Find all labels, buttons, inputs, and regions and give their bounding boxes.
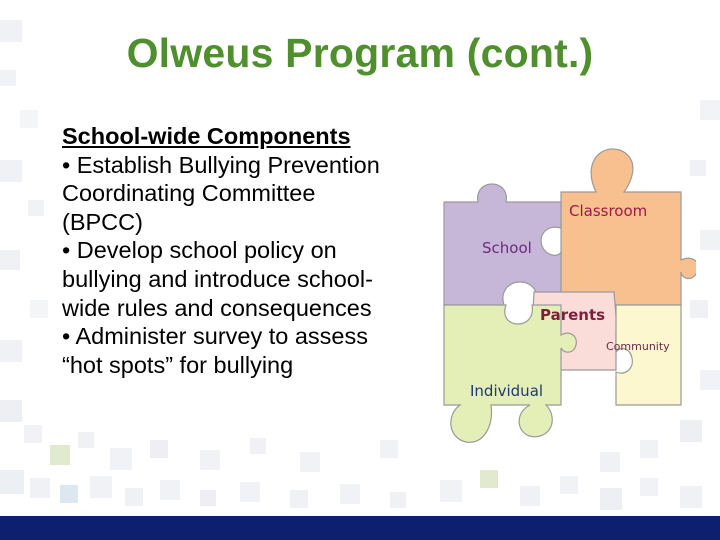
bullet-line: wide rules and consequences xyxy=(62,294,372,321)
bullet-line: Coordinating Committee xyxy=(62,180,316,207)
bullet-line: bullying and introduce school- xyxy=(62,265,373,292)
footer-bar xyxy=(0,516,720,540)
bullet-item xyxy=(62,151,432,237)
bullet-item xyxy=(62,322,432,379)
puzzle-label-classroom: Classroom xyxy=(569,202,648,220)
bullet-item xyxy=(62,236,432,322)
puzzle-label-school: School xyxy=(482,239,532,257)
bullet-line: (BPCC) xyxy=(62,208,143,235)
bullet-line: • Administer survey to assess xyxy=(62,323,369,350)
bullet-line: • Establish Bullying Prevention xyxy=(62,151,380,178)
section-heading: School-wide Components xyxy=(62,123,351,149)
slide-body xyxy=(62,122,432,379)
puzzle-label-individual: Individual xyxy=(470,382,544,400)
puzzle-label-community: Community xyxy=(606,340,670,353)
bullet-line: “hot spots” for bullying xyxy=(62,351,294,378)
bullet-line: • Develop school policy on xyxy=(62,237,337,264)
slide-title: Olweus Program (cont.) xyxy=(126,30,594,76)
puzzle-diagram xyxy=(436,140,696,460)
puzzle-piece-community xyxy=(616,305,681,405)
puzzle-label-parents: Parents xyxy=(540,306,606,324)
